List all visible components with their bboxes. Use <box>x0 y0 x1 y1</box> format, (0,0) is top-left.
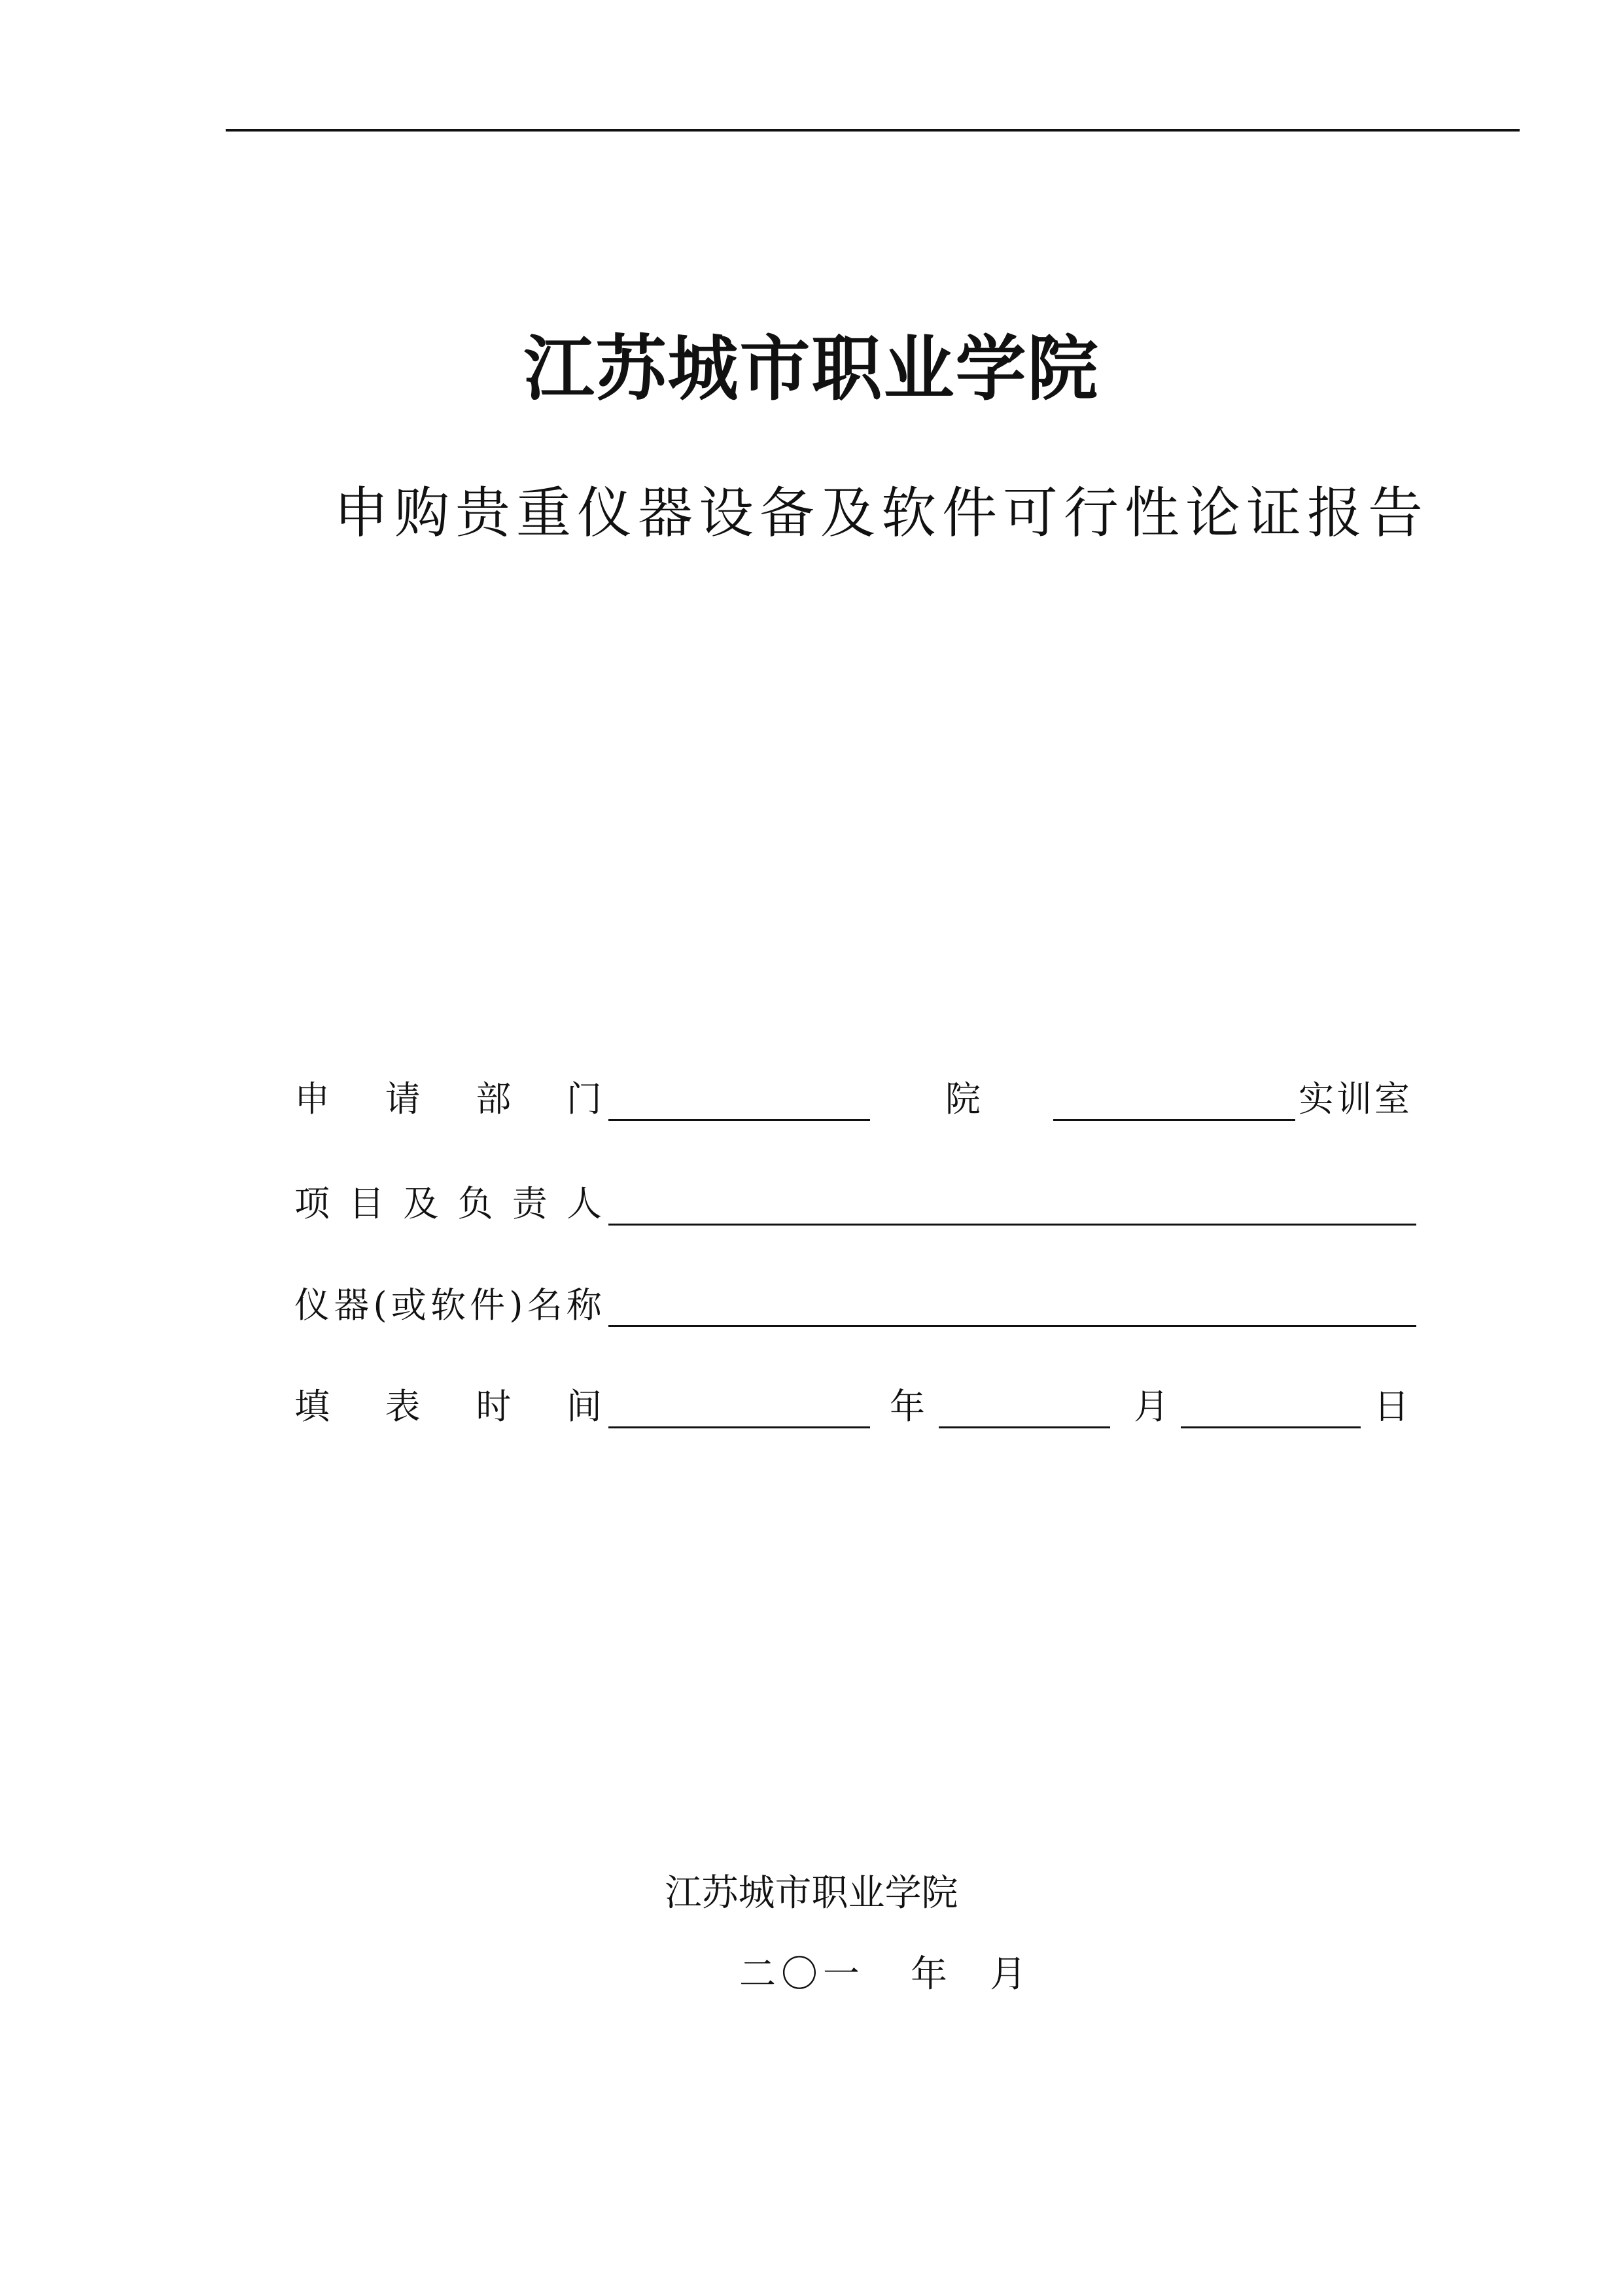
instrument-name-field[interactable] <box>608 1325 1416 1327</box>
label-char: 时 <box>476 1386 512 1427</box>
label-char: 称 <box>566 1284 602 1326</box>
label-char: 项 <box>294 1183 330 1224</box>
label-char: 件 <box>470 1284 506 1326</box>
label-char: 名 <box>527 1284 563 1326</box>
fill-date-label <box>294 1381 602 1433</box>
footer-org: 江苏城市职业学院 <box>665 1872 958 1915</box>
header-rule <box>226 129 1520 132</box>
label-char: 或 <box>391 1284 427 1326</box>
day-field[interactable] <box>1181 1426 1361 1428</box>
footer-date <box>739 1953 1026 1996</box>
document-subtitle: 申购贵重仪器设备及软件可行性论证报告 <box>334 481 1429 545</box>
label-char: 人 <box>566 1183 602 1224</box>
month-field[interactable] <box>939 1426 1110 1428</box>
label-char: 软 <box>430 1284 466 1326</box>
label-char: ) <box>509 1284 523 1326</box>
label-char: ( <box>373 1284 387 1326</box>
label-char: 目 <box>349 1183 385 1224</box>
college-label: 院 <box>945 1078 981 1120</box>
department-label <box>294 1073 602 1125</box>
label-char: 间 <box>566 1386 602 1427</box>
project-label <box>294 1178 602 1230</box>
document-title: 江苏城市职业学院 <box>523 328 1100 410</box>
label-char: 仪 <box>294 1284 330 1326</box>
label-char: 器 <box>334 1284 370 1326</box>
project-owner-field[interactable] <box>608 1224 1416 1226</box>
label-char: 门 <box>566 1078 602 1120</box>
label-char: 负 <box>457 1183 493 1224</box>
footer-date-prefix: 二〇一 <box>739 1953 865 1996</box>
label-char: 请 <box>385 1078 421 1120</box>
footer-year: 年 <box>911 1953 947 1996</box>
label-char: 申 <box>294 1078 330 1120</box>
year-field[interactable] <box>608 1426 870 1428</box>
training-room-field[interactable] <box>1053 1119 1295 1121</box>
month-label: 月 <box>1134 1386 1169 1427</box>
label-char: 填 <box>294 1386 330 1427</box>
footer-month: 月 <box>990 1953 1026 1996</box>
year-label: 年 <box>890 1386 925 1427</box>
label-char: 部 <box>476 1078 512 1120</box>
day-label: 日 <box>1374 1386 1409 1427</box>
label-char: 及 <box>403 1183 439 1224</box>
training-room-label: 实训室 <box>1299 1078 1412 1120</box>
instrument-label <box>294 1279 602 1332</box>
label-char: 表 <box>385 1386 421 1427</box>
department-field[interactable] <box>608 1119 870 1121</box>
label-char: 责 <box>512 1183 548 1224</box>
